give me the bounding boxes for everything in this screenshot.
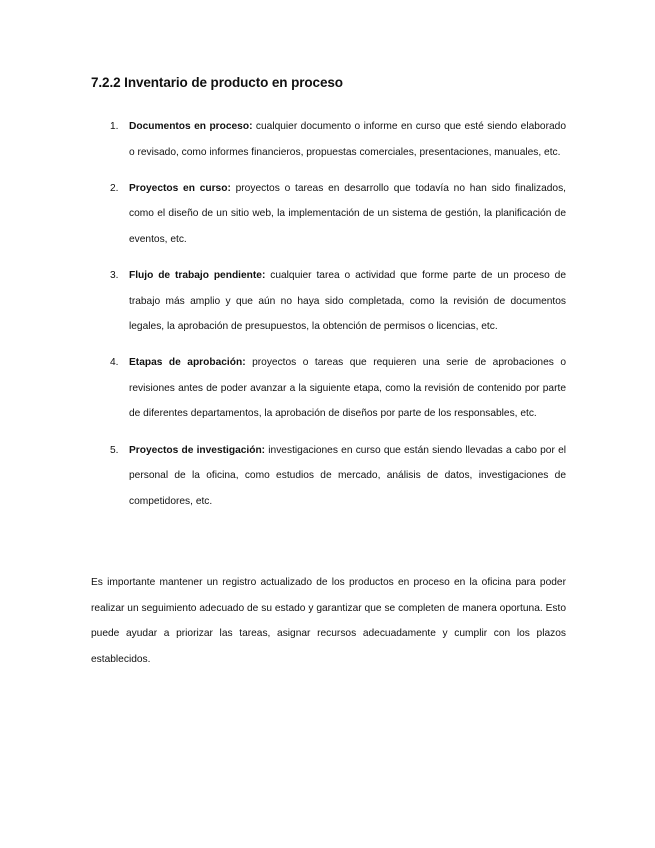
list-item-number: 3. xyxy=(110,270,119,282)
list-item-term: Proyectos de investigación: xyxy=(129,444,266,456)
list-item-text: proyectos o tareas que requieren una serie de aprobaciones o revisiones antes de poder avanzar a la siguiente etapa, como la revisión de contenido por parte de diferentes departamentos, la aprobación de diseños por parte de los responsables, etc. xyxy=(129,357,566,420)
list-item-term: Proyectos en curso: xyxy=(129,182,231,194)
closing-paragraph: Es importante mantener un registro actualizado de los productos en proceso en la oficina para poder realizar un seguimiento adecuado de su estado y garantizar que se completen de manera oportuna. Esto puede ayudar a priorizar las tareas, asignar recursos adecuadamente y cumplir con los plazos establecidos. xyxy=(91,577,566,665)
list-item-term: Documentos en proceso: xyxy=(129,121,253,132)
numbered-list xyxy=(91,114,566,525)
list-item-number: 4. xyxy=(110,357,119,369)
list-item-number: 5. xyxy=(110,444,119,456)
list-item xyxy=(91,438,566,515)
list-item-text: cualquier tarea o actividad que forme parte de un proceso de trabajo más amplio y que aún no haya sido completada, como la revisión de documentos legales, la aprobación de presupuestos, la obtención de permisos o licencias, etc. xyxy=(129,270,566,333)
list-item xyxy=(91,114,566,165)
list-item-number: 1. xyxy=(110,121,119,132)
list-item-term: Etapas de aprobación: xyxy=(129,357,246,369)
list-item xyxy=(91,263,566,340)
list-item xyxy=(91,176,566,253)
list-item-number: 2. xyxy=(110,182,119,194)
list-item-text: investigaciones en curso que están siendo llevadas a cabo por el personal de la oficina, como estudios de mercado, análisis de datos, investigaciones de competidores, etc. xyxy=(129,444,567,507)
list-item-term: Flujo de trabajo pendiente: xyxy=(129,270,266,282)
list-item-text: proyectos o tareas en desarrollo que todavía no han sido finalizados, como el diseño de un sitio web, la implementación de un sistema de gestión, la planificación de eventos, etc. xyxy=(129,182,566,245)
list-item xyxy=(91,350,566,427)
list-item-text: cualquier documento o informe en curso que esté siendo elaborado o revisado, como informes financieros, propuestas comerciales, presentaciones, manuales, etc. xyxy=(129,121,566,158)
section-heading: 7.2.2 Inventario de producto en proceso xyxy=(91,75,343,90)
